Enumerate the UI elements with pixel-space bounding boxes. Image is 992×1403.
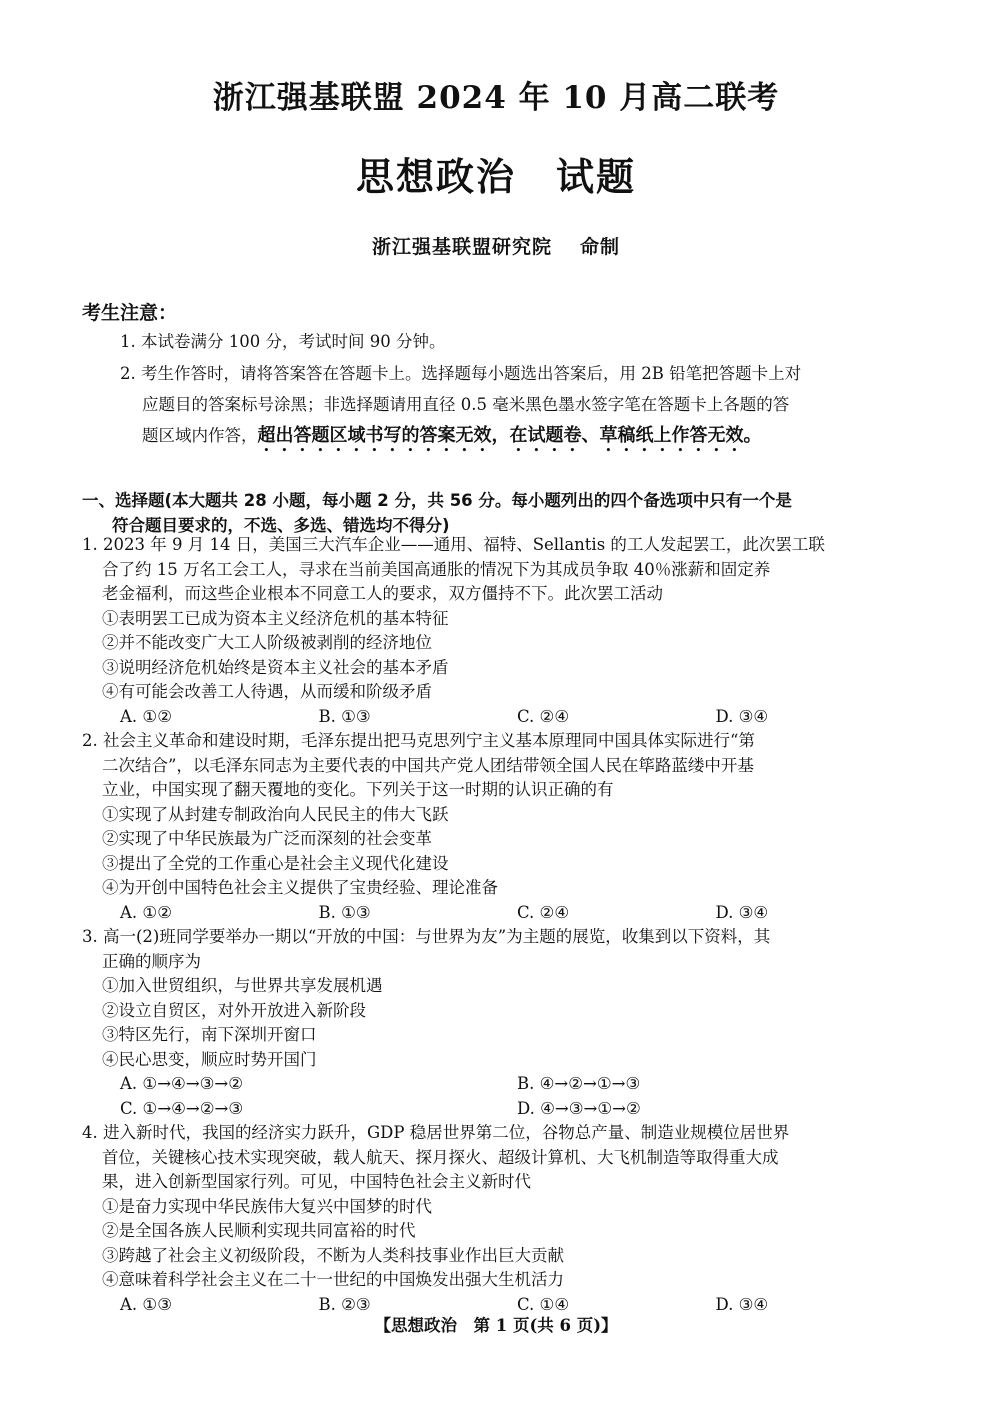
option-c: C. ②④ bbox=[517, 902, 570, 922]
statement: ③说明经济危机始终是资本主义社会的基本矛盾 bbox=[102, 657, 449, 677]
question-1 bbox=[82, 533, 914, 729]
option-c: C. ①→④→②→③ bbox=[120, 1098, 244, 1118]
option-c: C. ②④ bbox=[517, 706, 570, 726]
statement: ①表明罢工已成为资本主义经济危机的基本特征 bbox=[102, 608, 449, 628]
notice-item-2 bbox=[120, 358, 920, 456]
question-stem-line: 4. 进入新时代，我国的经济实力跃升，GDP 稳居世界第二位，谷物总产量、制造业规模位居世界 bbox=[82, 1123, 790, 1142]
question-list bbox=[82, 533, 914, 1317]
option-c: C. ①④ bbox=[517, 1294, 570, 1314]
statement: ②设立自贸区，对外开放进入新阶段 bbox=[102, 1000, 366, 1020]
option-a: A. ①→④→③→② bbox=[120, 1074, 244, 1093]
statement: ②并不能改变广大工人阶级被剥削的经济地位 bbox=[102, 633, 432, 652]
author-name: 浙江强基联盟研究院 bbox=[371, 236, 552, 258]
question-stem-line: 合了约 15 万名工会工人，寻求在当前美国高通胀的情况下为其成员争取 40％涨薪和固定养 bbox=[102, 559, 771, 579]
statement: ③特区先行，南下深圳开窗口 bbox=[102, 1025, 317, 1044]
question-stem-line: 老金福利，而这些企业根本不同意工人的要求，双方僵持不下。此次罢工活动 bbox=[102, 584, 663, 603]
question-stem-line: 1. 2023 年 9 月 14 日，美国三大汽车企业——通用、福特、Sellantis 的工人发起罢工，此次罢工联 bbox=[82, 535, 825, 554]
section-heading-line-1: 一、选择题(本大题共 28 小题，每小题 2 分，共 56 分。每小题列出的四个备选项中只有一个是 bbox=[82, 491, 792, 510]
subject-title: 思想政治 试题 bbox=[355, 154, 636, 199]
question-stem-line: 二次结合”，以毛泽东同志为主要代表的中国共产党人团结带领全国人民在筚路蓝缕中开基 bbox=[102, 755, 754, 775]
notice-item-2-text: 题区域内作答， bbox=[142, 426, 258, 445]
statement: ①加入世贸组织，与世界共享发展机遇 bbox=[102, 976, 383, 995]
statement: ④民心思变，顺应时势开国门 bbox=[102, 1049, 317, 1069]
option-a: A. ①② bbox=[120, 902, 172, 922]
notice-item-1: 1. 本试卷满分 100 分，考试时间 90 分钟。 bbox=[120, 332, 446, 351]
option-b: B. ④→②→①→③ bbox=[517, 1074, 641, 1093]
option-d: D. ③④ bbox=[715, 1294, 769, 1314]
question-3 bbox=[82, 925, 914, 1121]
option-d: D. ③④ bbox=[715, 706, 769, 726]
question-4 bbox=[82, 1121, 914, 1317]
answer-options-row-1 bbox=[82, 1072, 914, 1097]
statement: ①是奋力实现中华民族伟大复兴中国梦的时代 bbox=[102, 1196, 432, 1216]
question-2 bbox=[82, 729, 914, 925]
option-a: A. ①② bbox=[120, 706, 172, 726]
author-line bbox=[0, 232, 992, 259]
notice-heading: 考生注意： bbox=[82, 302, 178, 324]
notice-emphasis: 超出答题区域书写的答案无效，在试题卷、草稿纸上作答无效。 bbox=[257, 425, 762, 446]
statement: ④为开创中国特色社会主义提供了宝贵经验、理论准备 bbox=[102, 878, 498, 897]
author-suffix: 命制 bbox=[580, 236, 621, 258]
notice-item-2-line-3 bbox=[120, 420, 920, 456]
option-b: B. ①③ bbox=[318, 902, 371, 922]
exam-title: 浙江强基联盟 2024 年 10 月高二联考 bbox=[212, 80, 780, 116]
statement: ③提出了全党的工作重心是社会主义现代化建设 bbox=[102, 853, 449, 873]
question-stem-line: 首位，关键核心技术实现突破，载人航天、探月探火、超级计算机、大飞机制造等取得重大成 bbox=[102, 1147, 779, 1167]
section-heading bbox=[82, 488, 922, 538]
statement: ④有可能会改善工人待遇，从而缓和阶级矛盾 bbox=[102, 682, 432, 701]
section-heading-line-2: 符合题目要求的，不选、多选、错选均不得分) bbox=[112, 516, 450, 535]
statement: ②是全国各族人民顺利实现共同富裕的时代 bbox=[102, 1221, 416, 1240]
question-stem-line: 果，进入创新型国家行列。可见，中国特色社会主义新时代 bbox=[102, 1172, 531, 1191]
statement: ①实现了从封建专制政治向人民民主的伟大飞跃 bbox=[102, 804, 449, 824]
option-b: B. ②③ bbox=[318, 1294, 371, 1314]
option-d: D. ④→③→①→② bbox=[517, 1098, 641, 1118]
question-stem-line: 2. 社会主义革命和建设时期，毛泽东提出把马克思列宁主义基本原理同中国具体实际进行“第 bbox=[82, 731, 755, 750]
answer-options bbox=[82, 901, 914, 926]
answer-options-row-2 bbox=[82, 1097, 914, 1122]
notice-item-2-line-2: 应题目的答案标号涂黑；非选择题请用直径 0.5 毫米黑色墨水签字笔在答题卡上各题的答 bbox=[142, 395, 790, 414]
answer-options bbox=[82, 705, 914, 730]
statement: ②实现了中华民族最为广泛而深刻的社会变革 bbox=[102, 829, 432, 848]
question-stem-line: 立业，中国实现了翻天覆地的变化。下列关于这一时期的认识正确的有 bbox=[102, 780, 614, 799]
option-a: A. ①③ bbox=[120, 1294, 172, 1314]
option-b: B. ①③ bbox=[318, 706, 371, 726]
notice-item-2-line-1: 2. 考生作答时，请将答案答在答题卡上。选择题每小题选出答案后，用 2B 铅笔把答题卡上对 bbox=[120, 364, 802, 383]
option-d: D. ③④ bbox=[715, 902, 769, 922]
statement: ③跨越了社会主义初级阶段，不断为人类科技事业作出巨大贡献 bbox=[102, 1245, 564, 1265]
question-stem-line: 正确的顺序为 bbox=[102, 951, 201, 971]
statement: ④意味着科学社会主义在二十一世纪的中国焕发出强大生机活力 bbox=[102, 1270, 564, 1289]
page-footer: 【思想政治 第 1 页(共 6 页)】 bbox=[374, 1316, 618, 1335]
question-stem-line: 3. 高一(2)班同学要举办一期以“开放的中国：与世界为友”为主题的展览，收集到以下资料，其 bbox=[82, 927, 771, 946]
